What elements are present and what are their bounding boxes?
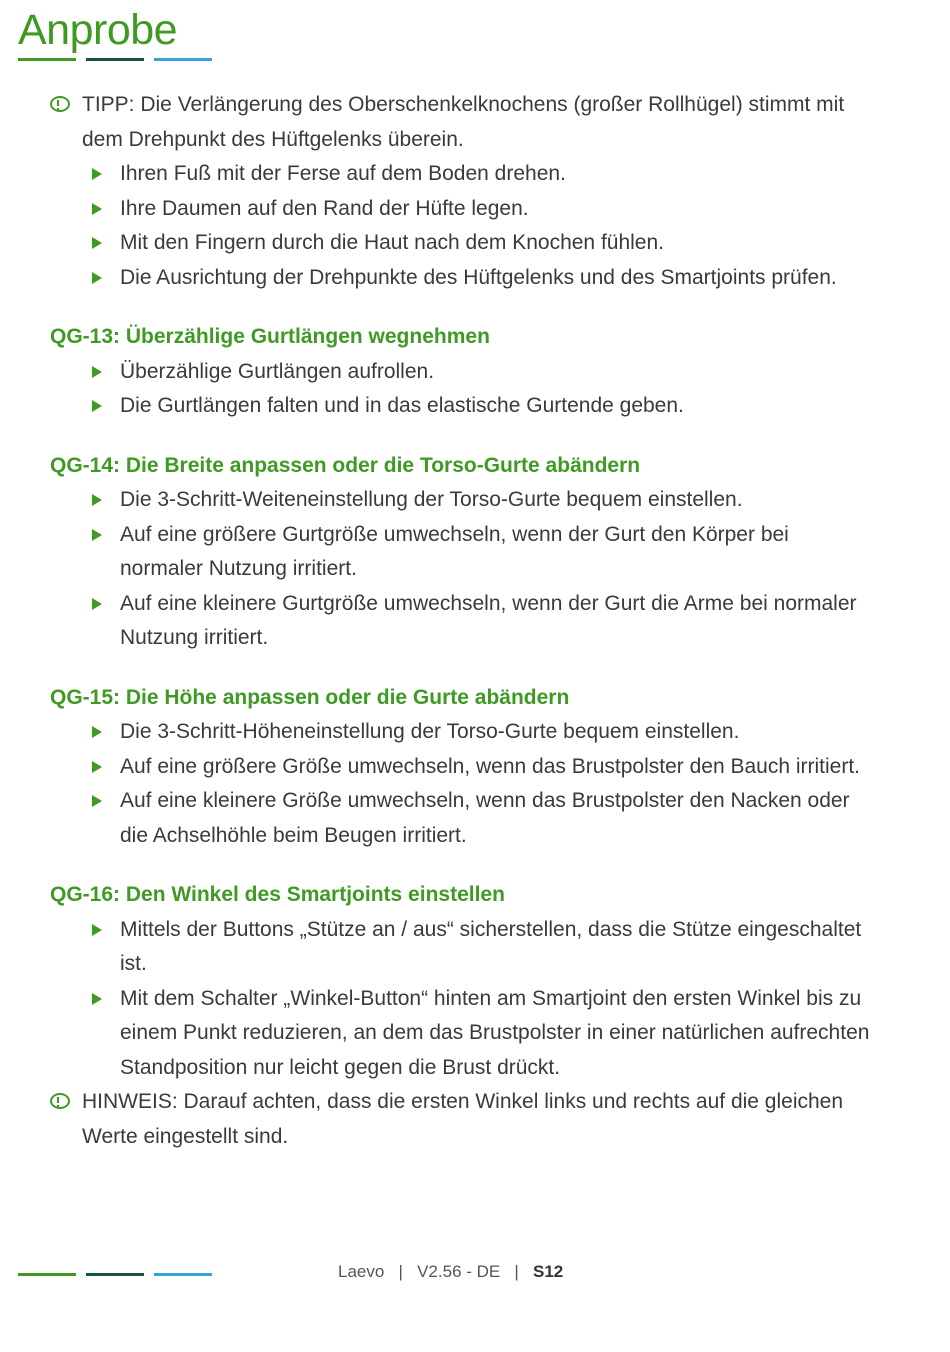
list-item-text: Auf eine kleinere Gurtgröße umwechseln, wenn der Gurt die Arme bei normaler Nutzung irritiert. xyxy=(120,591,857,649)
list-item-text: Mittels der Buttons „Stütze an / aus“ sicherstellen, dass die Stütze eingeschaltet ist. xyxy=(120,917,862,975)
list-item-text: Die Ausrichtung der Drehpunkte des Hüftgelenks und des Smartjoints prüfen. xyxy=(120,265,837,289)
section-qg13 xyxy=(50,320,870,424)
bullet-arrow-icon xyxy=(92,529,102,541)
exclamation-circle-icon xyxy=(50,96,70,112)
footer-separator: | xyxy=(514,1262,519,1281)
bullet-arrow-icon xyxy=(92,993,102,1005)
page-title: Anprobe xyxy=(18,6,178,54)
footer-page-number: S12 xyxy=(533,1262,564,1281)
list-item-text: Die Gurtlängen falten und in das elastische Gurtende geben. xyxy=(120,394,684,417)
section-heading: QG-13: Überzählige Gurtlängen wegnehmen xyxy=(50,325,490,348)
list-item xyxy=(90,982,870,1086)
bullet-arrow-icon xyxy=(92,237,102,249)
page-footer xyxy=(338,1260,563,1284)
section-list xyxy=(50,715,870,853)
list-item xyxy=(90,483,870,518)
exclamation-circle-icon xyxy=(50,1093,70,1109)
section-qg16 xyxy=(50,878,870,1085)
list-item xyxy=(90,261,870,296)
tip-text xyxy=(82,88,870,157)
list-item xyxy=(90,192,870,227)
list-item-text: Auf eine kleinere Größe umwechseln, wenn das Brustpolster den Nacken oder die Achselhöhle beim Beugen irritiert. xyxy=(120,789,850,847)
section-qg15 xyxy=(50,681,870,854)
hinweis-text xyxy=(82,1085,870,1154)
footer-product: Laevo xyxy=(338,1262,385,1281)
list-item-text: Die 3-Schritt-Weiteneinstellung der Torso-Gurte bequem einstellen. xyxy=(120,488,743,511)
list-item xyxy=(90,157,870,192)
section-list xyxy=(50,483,870,656)
list-item xyxy=(90,784,870,853)
footer-separator: | xyxy=(398,1262,403,1281)
list-item-text: Ihren Fuß mit der Ferse auf dem Boden drehen. xyxy=(120,162,566,185)
section-heading: QG-14: Die Breite anpassen oder die Torso-Gurte abändern xyxy=(50,453,641,477)
list-item xyxy=(90,389,870,424)
tip-list xyxy=(50,157,870,295)
bullet-arrow-icon xyxy=(92,168,102,180)
list-item-text: Mit dem Schalter „Winkel-Button“ hinten am Smartjoint den ersten Winkel bis zu einem Punkt reduzieren, an dem das Brustpolster in einer natürlichen aufrechten Standposition nur leicht gegen die Brust drückt. xyxy=(120,986,870,1079)
list-item xyxy=(90,913,870,982)
list-item xyxy=(90,587,870,656)
bullet-arrow-icon xyxy=(92,726,102,738)
tip-body: Die Verlängerung des Oberschenkelknochens (großer Rollhügel) stimmt mit dem Drehpunkt des Hüftgelenks überein. xyxy=(82,93,845,151)
section-list xyxy=(50,355,870,424)
hinweis-note xyxy=(50,1085,870,1154)
list-item-text: Mit den Fingern durch die Haut nach dem Knochen fühlen. xyxy=(120,231,665,254)
hinweis-label: HINWEIS: xyxy=(82,1090,178,1113)
section-qg14 xyxy=(50,449,870,656)
bullet-arrow-icon xyxy=(92,598,102,610)
list-item xyxy=(90,715,870,750)
section-list xyxy=(50,913,870,1086)
bullet-arrow-icon xyxy=(92,795,102,807)
bullet-arrow-icon xyxy=(92,400,102,412)
list-item-text: Überzählige Gurtlängen aufrollen. xyxy=(120,359,435,383)
bullet-arrow-icon xyxy=(92,761,102,773)
header-rule-blue xyxy=(154,58,212,61)
bullet-arrow-icon xyxy=(92,494,102,506)
section-heading: QG-15: Die Höhe anpassen oder die Gurte abändern xyxy=(50,685,570,709)
header-rule-green xyxy=(18,58,76,61)
main-content xyxy=(50,88,870,1154)
footer-version: V2.56 - DE xyxy=(417,1262,501,1281)
bullet-arrow-icon xyxy=(92,366,102,378)
tip-note xyxy=(50,88,870,157)
list-item-text: Die 3-Schritt-Höheneinstellung der Torso-Gurte bequem einstellen. xyxy=(120,720,740,743)
list-item xyxy=(90,226,870,261)
list-item-text: Auf eine größere Größe umwechseln, wenn das Brustpolster den Bauch irritiert. xyxy=(120,754,861,778)
list-item xyxy=(90,750,870,785)
footer-rule-dark-green xyxy=(86,1273,144,1276)
list-item-text: Auf eine größere Gurtgröße umwechseln, wenn der Gurt den Körper bei normaler Nutzung irritiert. xyxy=(120,522,789,580)
bullet-arrow-icon xyxy=(92,272,102,284)
footer-rule-blue xyxy=(154,1273,212,1276)
section-heading: QG-16: Den Winkel des Smartjoints einstellen xyxy=(50,883,505,906)
bullet-arrow-icon xyxy=(92,203,102,215)
header-rule-dark-green xyxy=(86,58,144,61)
list-item-text: Ihre Daumen auf den Rand der Hüfte legen. xyxy=(120,196,529,220)
tip-label: TIPP: xyxy=(82,93,135,116)
list-item xyxy=(90,518,870,587)
footer-rule-green xyxy=(18,1273,76,1276)
bullet-arrow-icon xyxy=(92,924,102,936)
hinweis-body: Darauf achten, dass die ersten Winkel links und rechts auf die gleichen Werte eingestellt sind. xyxy=(82,1090,844,1148)
list-item xyxy=(90,355,870,390)
